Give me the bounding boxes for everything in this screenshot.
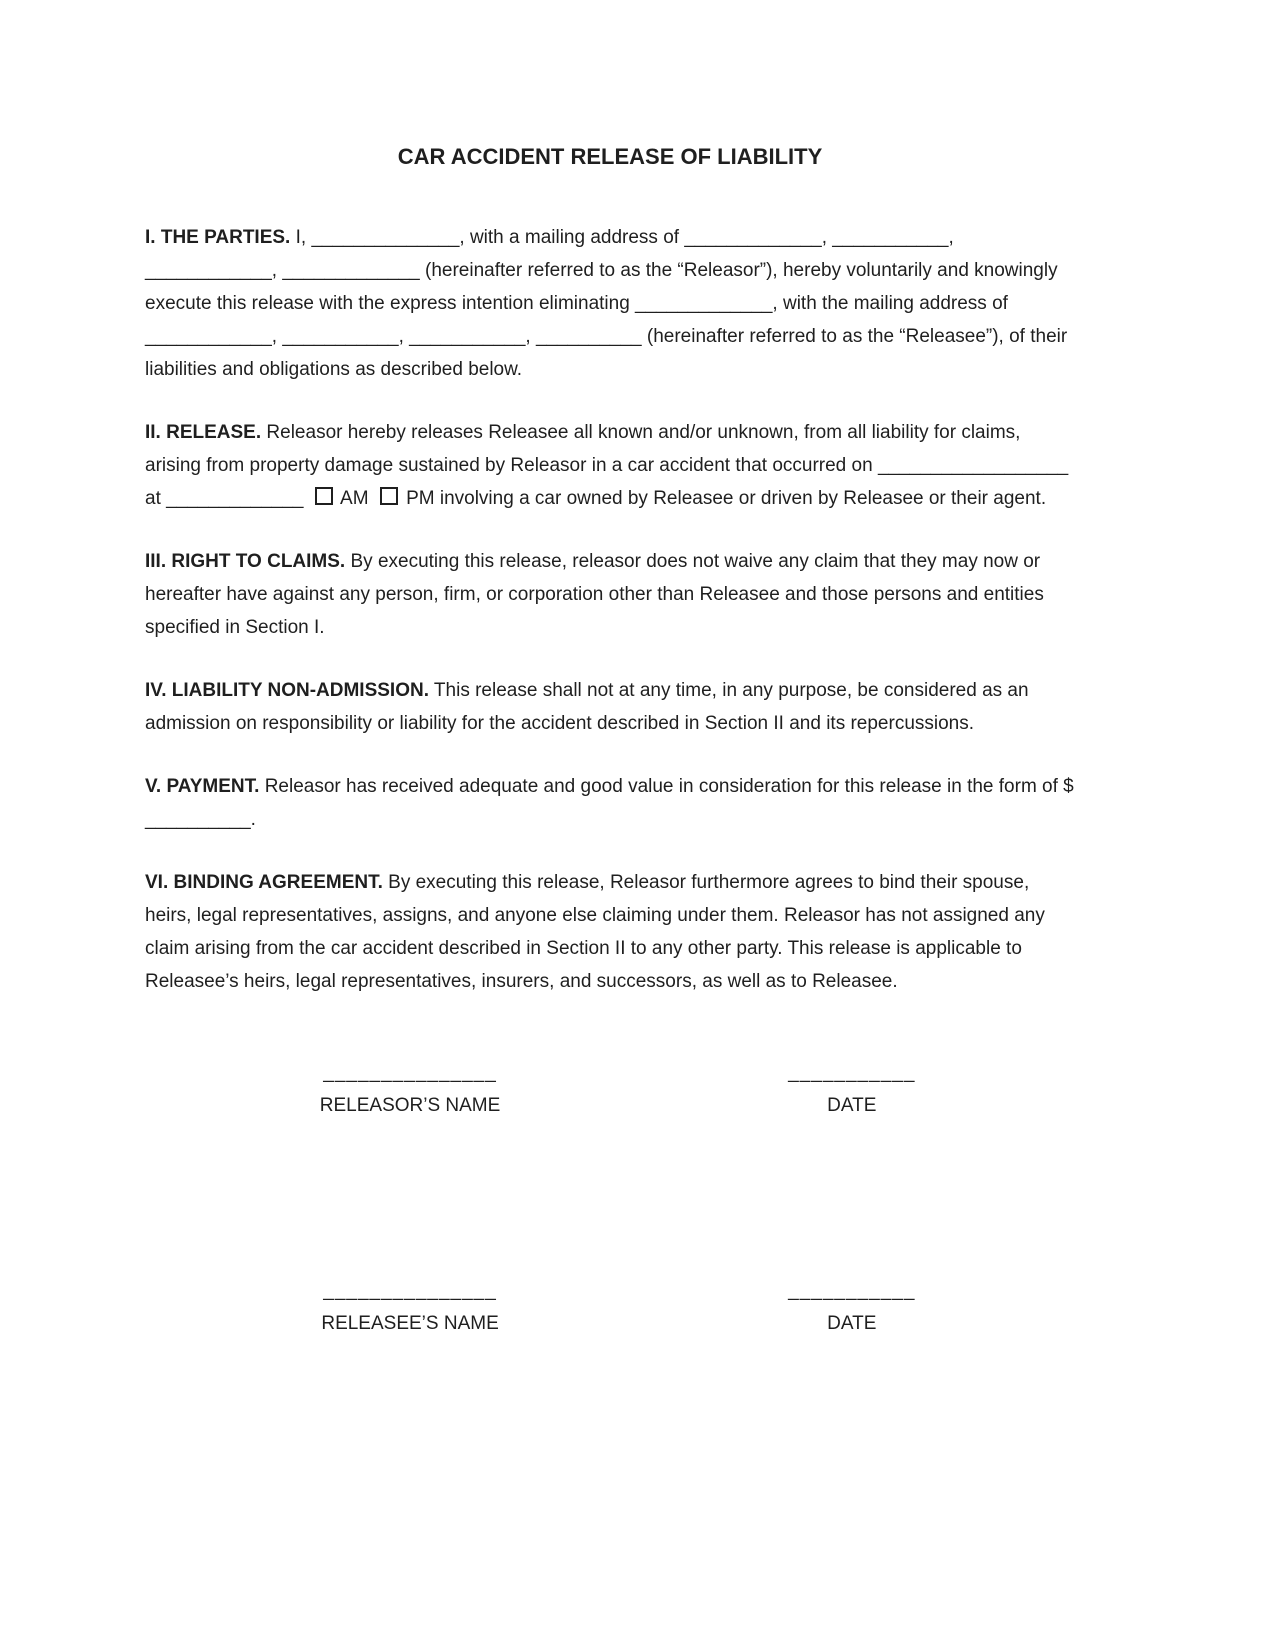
section-parties-heading: I. THE PARTIES. <box>145 227 291 248</box>
section-release-body-before: Releasor hereby releases Releasee all known and/or unknown, from all liability for claims, arising from property damage sustained by Releasor in a car accident that occurred on __________________ at _____________ <box>145 422 1069 509</box>
releasor-signature-block <box>145 1056 1075 1122</box>
pm-checkbox-icon[interactable] <box>380 487 398 505</box>
releasor-date-signature-line: ___________ <box>788 1062 916 1083</box>
section-binding-agreement <box>145 866 1075 998</box>
section-right-to-claims <box>145 545 1075 644</box>
releasee-name-signature-line: _______________ <box>323 1280 497 1301</box>
releasor-name-label: RELEASOR’S NAME <box>319 1095 501 1116</box>
releasee-date-label: DATE <box>827 1313 877 1334</box>
section-liability-non-admission-body: This release shall not at any time, in any purpose, be considered as an admission on responsibility or liability for the accident described in Section II and its repercussions. <box>145 680 1029 734</box>
section-release-heading: II. RELEASE. <box>145 422 262 443</box>
am-checkbox-icon[interactable] <box>315 487 333 505</box>
releasee-name-label: RELEASEE’S NAME <box>321 1313 499 1334</box>
am-checkbox-label: AM <box>340 488 369 509</box>
section-parties <box>145 221 1075 386</box>
section-payment-heading: V. PAYMENT. <box>145 776 260 797</box>
section-right-to-claims-heading: III. RIGHT TO CLAIMS. <box>145 551 346 572</box>
releasor-date-label: DATE <box>827 1095 877 1116</box>
releasee-signature-block <box>145 1274 1075 1340</box>
releasor-name-column <box>145 1056 675 1122</box>
releasee-date-signature-line: ___________ <box>788 1280 916 1301</box>
section-binding-agreement-heading: VI. BINDING AGREEMENT. <box>145 872 383 893</box>
section-liability-non-admission <box>145 674 1075 740</box>
section-liability-non-admission-heading: IV. LIABILITY NON-ADMISSION. <box>145 680 429 701</box>
section-release-body-after: involving a car owned by Releasee or driven by Releasee or their agent. <box>439 488 1047 509</box>
section-release <box>145 416 1075 515</box>
section-right-to-claims-body: By executing this release, releasor does not waive any claim that they may now or hereafter have against any person, firm, or corporation other than Releasee and those persons and entities specified in Section I. <box>145 551 1044 638</box>
releasee-name-column <box>145 1274 675 1340</box>
section-payment <box>145 770 1075 836</box>
section-parties-body: I, ______________, with a mailing address of _____________, ___________, ____________, _____________ (hereinafter referred to as the “Releasor”), hereby voluntarily and knowingly execute this release with the express intention eliminating _____________, with the mailing address of ____________, ___________, ___________, __________ (hereinafter referred to as the “Releasee”), of their liabilities and obligations as described below. <box>145 227 1068 380</box>
releasor-date-column <box>675 1056 1028 1122</box>
pm-checkbox-label: PM <box>406 488 435 509</box>
document-title: CAR ACCIDENT RELEASE OF LIABILITY <box>397 144 823 169</box>
releasor-name-signature-line: _______________ <box>323 1062 497 1083</box>
section-binding-agreement-body: By executing this release, Releasor furthermore agrees to bind their spouse, heirs, legal representatives, assigns, and anyone else claiming under them. Releasor has not assigned any claim arising from the car accident described in Section II to any other party. This release is applicable to Releasee’s heirs, legal representatives, insurers, and successors, as well as to Releasee. <box>145 872 1045 992</box>
section-payment-body: Releasor has received adequate and good value in consideration for this release in the form of $ __________. <box>145 776 1074 830</box>
releasee-date-column <box>675 1274 1028 1340</box>
